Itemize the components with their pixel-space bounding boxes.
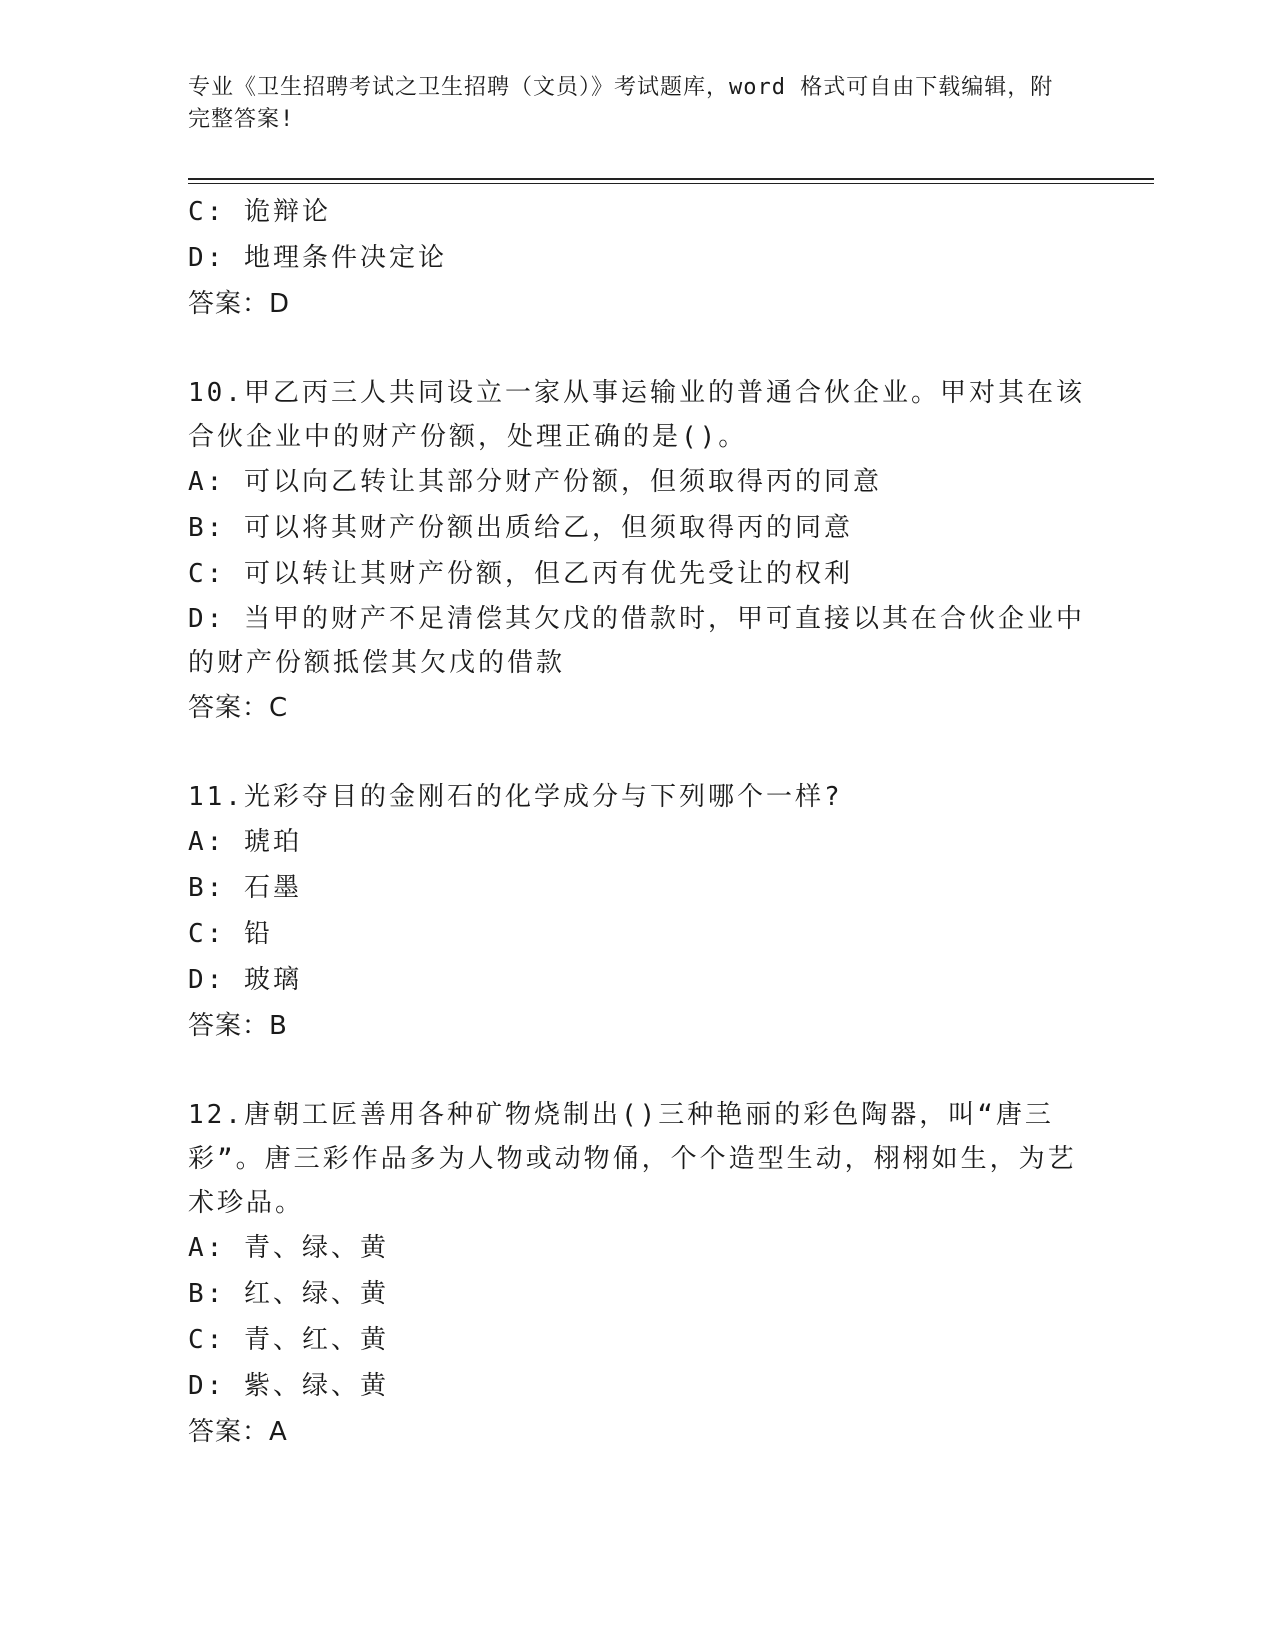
question-stem: 12.唐朝工匠善用各种矿物烧制出()三种艳丽的彩色陶器，叫“唐三彩”。唐三彩作品多为人物或动物俑，个个造型生动，栩栩如生，为艺术珍品。 [188, 1100, 1077, 1218]
spacer [188, 327, 1088, 371]
option-text: 玻璃 [243, 965, 302, 995]
option-c [188, 551, 1088, 597]
option-text: 青、红、黄 [243, 1325, 389, 1355]
header-rule-thin [188, 183, 1154, 184]
answer-line: 答案：D [188, 289, 291, 319]
option-text: 青、绿、黄 [243, 1233, 389, 1263]
option-text: 铅 [243, 919, 273, 949]
spacer [188, 731, 1088, 775]
option-b [188, 865, 1088, 911]
option-text: 石墨 [243, 873, 302, 903]
option-d [188, 597, 1088, 685]
option-c [188, 189, 1088, 235]
answer-line: 答案：B [188, 1011, 288, 1041]
option-text: 可以将其财产份额出质给乙，但须取得丙的同意 [243, 513, 853, 543]
answer-line: 答案：C [188, 693, 289, 723]
answer-line: 答案：A [188, 1417, 288, 1447]
header-rule-thick [188, 178, 1154, 180]
option-label: C: [188, 197, 226, 227]
option-label: C: [188, 559, 226, 589]
header-text: 专业《卫生招聘考试之卫生招聘（文员）》考试题库，word 格式可自由下载编辑，附完整答案! [188, 75, 1054, 132]
option-label: A: [188, 467, 226, 497]
option-d [188, 957, 1088, 1003]
option-label: D: [188, 965, 226, 995]
option-label: C: [188, 1325, 226, 1355]
question-12 [188, 1093, 1088, 1455]
question-11 [188, 775, 1088, 1049]
option-label: D: [188, 1371, 226, 1401]
option-text: 琥珀 [243, 827, 302, 857]
document-header [188, 72, 1068, 136]
option-text: 红、绿、黄 [243, 1279, 389, 1309]
option-d [188, 235, 1088, 281]
option-text: 紫、绿、黄 [243, 1371, 389, 1401]
question-stem: 11.光彩夺目的金刚石的化学成分与下列哪个一样? [188, 782, 843, 812]
option-b [188, 1271, 1088, 1317]
option-a [188, 459, 1088, 505]
option-c [188, 911, 1088, 957]
option-d [188, 1363, 1088, 1409]
option-a [188, 819, 1088, 865]
option-label: C: [188, 919, 226, 949]
option-text: 可以向乙转让其部分财产份额，但须取得丙的同意 [243, 467, 882, 497]
option-text: 诡辩论 [243, 197, 331, 227]
option-text: 可以转让其财产份额，但乙丙有优先受让的权利 [243, 559, 853, 589]
question-10 [188, 371, 1088, 731]
option-label: A: [188, 827, 226, 857]
spacer [188, 1049, 1088, 1093]
option-text: 当甲的财产不足清偿其欠戊的借款时，甲可直接以其在合伙企业中的财产份额抵偿其欠戊的借款 [188, 604, 1085, 678]
option-b [188, 505, 1088, 551]
option-label: D: [188, 604, 226, 634]
option-label: A: [188, 1233, 226, 1263]
partial-question [188, 189, 1088, 327]
option-label: B: [188, 513, 226, 543]
option-c [188, 1317, 1088, 1363]
option-label: D: [188, 243, 226, 273]
option-label: B: [188, 1279, 226, 1309]
option-text: 地理条件决定论 [243, 243, 447, 273]
document-body [188, 189, 1088, 1455]
option-a [188, 1225, 1088, 1271]
question-stem: 10.甲乙丙三人共同设立一家从事运输业的普通合伙企业。甲对其在该合伙企业中的财产份额，处理正确的是()。 [188, 378, 1085, 452]
option-label: B: [188, 873, 226, 903]
